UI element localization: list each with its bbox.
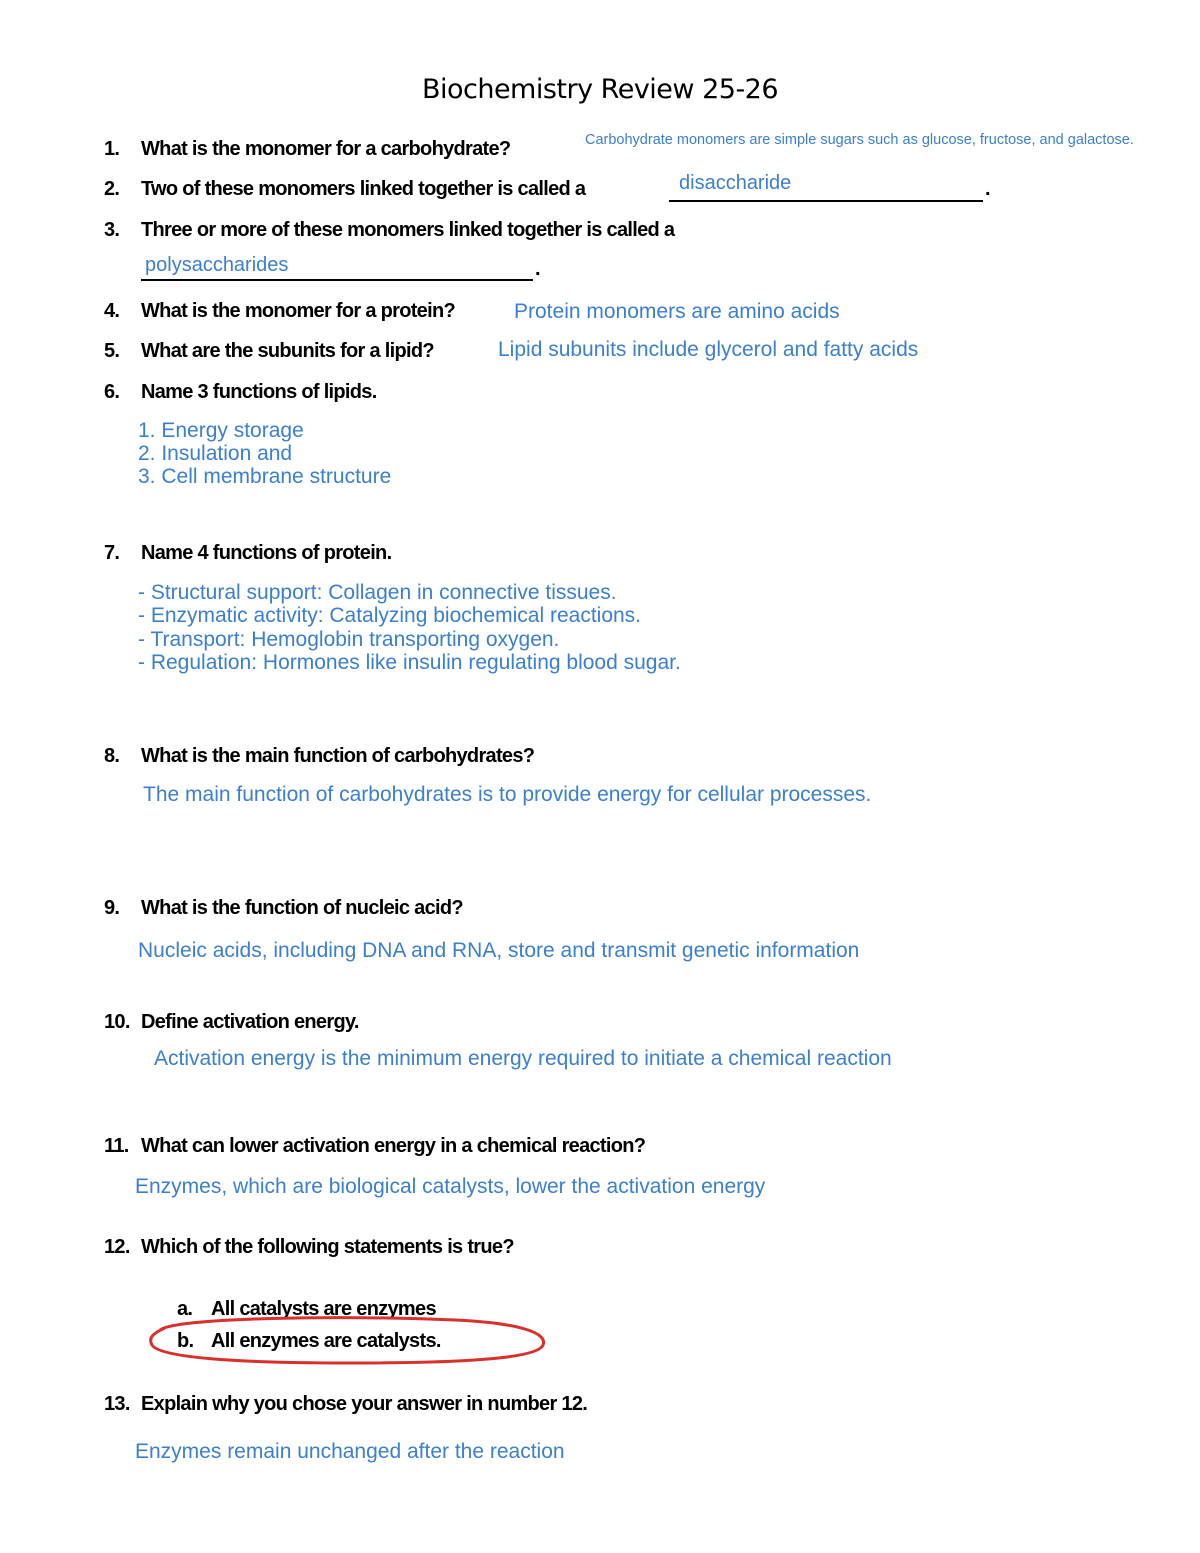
page-title: Biochemistry Review 25-26 (421, 74, 779, 105)
option-letter: b. (177, 1330, 194, 1352)
question-number: 3. (104, 219, 120, 241)
question-number: 9. (104, 897, 120, 919)
answer-text: Enzymes remain unchanged after the reaction (135, 1440, 565, 1463)
answer-text: Lipid subunits include glycerol and fatty acids (498, 338, 919, 361)
question-text: What is the monomer for a carbohydrate? (141, 138, 511, 160)
question-number: 5. (104, 340, 120, 362)
answer-list-item: - Transport: Hemoglobin transporting oxygen. (138, 628, 560, 651)
answer-list-item: 2. Insulation and (138, 442, 293, 465)
question-number: 13. (104, 1393, 130, 1415)
answer-list-item: - Regulation: Hormones like insulin regulating blood sugar. (138, 651, 681, 674)
answer-list-item: - Structural support: Collagen in connective tissues. (138, 581, 617, 604)
question-text: Name 3 functions of lipids. (141, 381, 377, 403)
answer-text: Activation energy is the minimum energy required to initiate a chemical reaction (154, 1047, 892, 1070)
answer-text: Enzymes, which are biological catalysts, lower the activation energy (135, 1175, 766, 1198)
option-text: All catalysts are enzymes (211, 1298, 436, 1320)
question-text: What can lower activation energy in a chemical reaction? (141, 1135, 646, 1157)
answer-text: Nucleic acids, including DNA and RNA, store and transmit genetic information (138, 939, 860, 962)
question-number: 10. (104, 1011, 130, 1033)
answer-list-item: 1. Energy storage (138, 419, 304, 442)
sentence-end: . (535, 258, 540, 280)
question-text: Define activation energy. (141, 1011, 359, 1033)
question-number: 12. (104, 1236, 130, 1258)
answer-text: polysaccharides (145, 254, 289, 276)
answer-blank-line (669, 200, 983, 202)
question-text: What is the main function of carbohydrates? (141, 745, 535, 767)
sentence-end: . (985, 178, 990, 200)
question-number: 6. (104, 381, 120, 403)
option-text: All enzymes are catalysts. (211, 1330, 441, 1352)
answer-list-item: 3. Cell membrane structure (138, 465, 392, 488)
question-number: 4. (104, 300, 120, 322)
question-text: Explain why you chose your answer in number 12. (141, 1393, 588, 1415)
question-text: Name 4 functions of protein. (141, 542, 392, 564)
question-number: 2. (104, 178, 120, 200)
answer-text: The main function of carbohydrates is to provide energy for cellular processes. (143, 783, 872, 806)
answer-blank-line (141, 279, 533, 281)
question-number: 8. (104, 745, 120, 767)
question-text: Two of these monomers linked together is called a (141, 178, 586, 200)
answer-text: Carbohydrate monomers are simple sugars such as glucose, fructose, and galactose. (585, 132, 1134, 148)
answer-list-item: - Enzymatic activity: Catalyzing biochemical reactions. (138, 604, 642, 627)
question-text: What is the function of nucleic acid? (141, 897, 463, 919)
question-text: Three or more of these monomers linked together is called a (141, 219, 675, 241)
question-text: What is the monomer for a protein? (141, 300, 455, 322)
question-number: 7. (104, 542, 120, 564)
question-text: Which of the following statements is true? (141, 1236, 514, 1258)
question-number: 11. (104, 1135, 129, 1157)
question-text: What are the subunits for a lipid? (141, 340, 434, 362)
question-number: 1. (104, 138, 120, 160)
answer-text: disaccharide (679, 172, 792, 194)
answer-text: Protein monomers are amino acids (514, 300, 840, 323)
option-letter: a. (177, 1298, 193, 1320)
